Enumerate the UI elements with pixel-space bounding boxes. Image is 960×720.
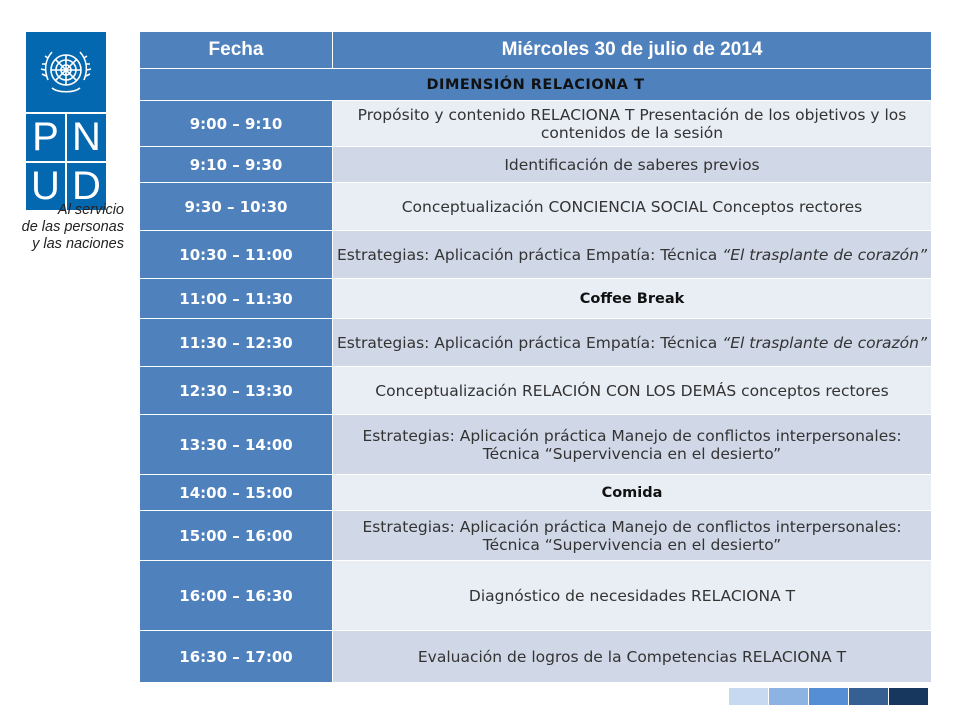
- activity-cell: [333, 231, 932, 279]
- time-cell: 14:00 – 15:00: [140, 475, 333, 511]
- time-cell: 11:00 – 11:30: [140, 279, 333, 319]
- logo-letter: D: [67, 163, 106, 210]
- activity-cell: [333, 319, 932, 367]
- activity-cell: Coffee Break: [333, 279, 932, 319]
- table-row: [140, 319, 932, 367]
- time-cell: 16:00 – 16:30: [140, 561, 333, 631]
- table-row: [140, 511, 932, 561]
- color-swatch: [849, 688, 888, 705]
- table-row: [140, 561, 932, 631]
- color-swatch: [769, 688, 808, 705]
- table-row: [140, 367, 932, 415]
- logo-letter: P: [26, 114, 65, 161]
- activity-cell: Estrategias: Aplicación práctica Manejo de conflictos interpersonales: Técnica “Supervivencia en el desierto”: [333, 415, 932, 475]
- activity-cell: Estrategias: Aplicación práctica Manejo de conflictos interpersonales: Técnica “Supervivencia en el desierto”: [333, 511, 932, 561]
- color-swatch: [809, 688, 848, 705]
- date-value: Miércoles 30 de julio de 2014: [333, 32, 932, 69]
- activity-cell: Diagnóstico de necesidades RELACIONA T: [333, 561, 932, 631]
- time-cell: 9:30 – 10:30: [140, 183, 333, 231]
- section-title: DIMENSIÓN RELACIONA T: [140, 69, 932, 101]
- tagline-line: y las naciones: [32, 236, 124, 252]
- table-row: [140, 101, 932, 147]
- activity-cell: Evaluación de logros de la Competencias RELACIONA T: [333, 631, 932, 683]
- time-cell: 10:30 – 11:00: [140, 231, 333, 279]
- table-header-row: [140, 32, 932, 69]
- activity-cell: Identificación de saberes previos: [333, 147, 932, 183]
- undp-logo: [26, 32, 106, 210]
- time-cell: 9:00 – 9:10: [140, 101, 333, 147]
- table-row: [140, 415, 932, 475]
- date-label: Fecha: [140, 32, 333, 69]
- table-row: [140, 631, 932, 683]
- section-row: [140, 69, 932, 101]
- activity-text: Estrategias: Aplicación práctica Empatía: Técnica: [337, 333, 723, 352]
- table-row: [140, 231, 932, 279]
- tagline-line: de las personas: [21, 219, 124, 235]
- activity-technique: “El trasplante de corazón”: [722, 333, 927, 352]
- color-swatch: [729, 688, 768, 705]
- un-emblem-block: [26, 32, 106, 112]
- activity-technique: “El trasplante de corazón”: [722, 245, 927, 264]
- logo-letter: N: [67, 114, 106, 161]
- time-cell: 13:30 – 14:00: [140, 415, 333, 475]
- time-cell: 15:00 – 16:00: [140, 511, 333, 561]
- table-row: [140, 279, 932, 319]
- activity-cell: Conceptualización RELACIÓN CON LOS DEMÁS conceptos rectores: [333, 367, 932, 415]
- color-swatch: [889, 688, 928, 705]
- table-row: [140, 475, 932, 511]
- activity-cell: Propósito y contenido RELACIONA T Presentación de los objetivos y los contenidos de la sesión: [333, 101, 932, 147]
- table-row: [140, 183, 932, 231]
- color-swatch-bar: [729, 688, 929, 705]
- schedule-table: [139, 31, 932, 683]
- activity-text: Estrategias: Aplicación práctica Empatía: Técnica: [337, 245, 723, 264]
- pnud-letters: [26, 114, 106, 210]
- logo-tagline: [14, 202, 124, 253]
- logo-letter: U: [26, 163, 65, 210]
- tagline-line: Al servicio: [57, 202, 124, 218]
- un-emblem-icon: [34, 40, 98, 104]
- time-cell: 11:30 – 12:30: [140, 319, 333, 367]
- activity-cell: Comida: [333, 475, 932, 511]
- time-cell: 16:30 – 17:00: [140, 631, 333, 683]
- time-cell: 9:10 – 9:30: [140, 147, 333, 183]
- table-row: [140, 147, 932, 183]
- time-cell: 12:30 – 13:30: [140, 367, 333, 415]
- activity-cell: Conceptualización CONCIENCIA SOCIAL Conceptos rectores: [333, 183, 932, 231]
